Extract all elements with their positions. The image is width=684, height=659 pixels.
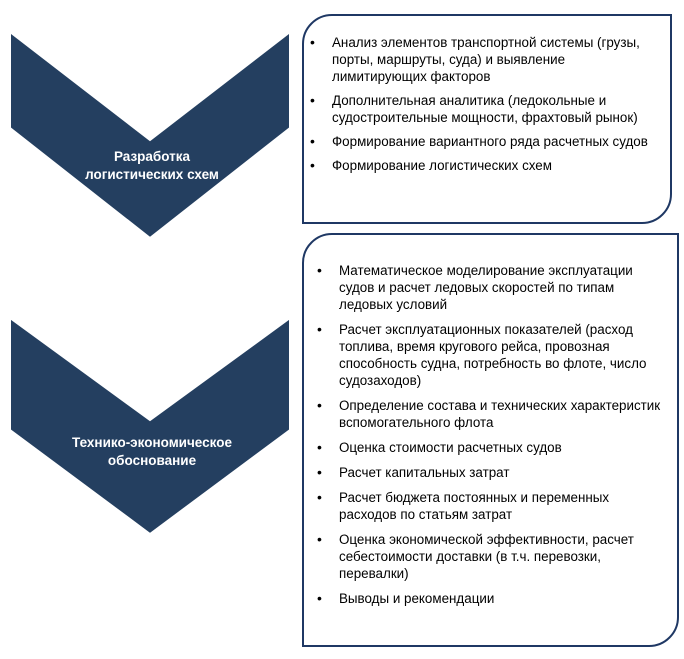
- stage-1-title-line-1: Разработка: [113, 149, 191, 164]
- stage-2-details-list: [304, 262, 665, 607]
- stage-1-title-line-2: логистических схем: [85, 167, 219, 182]
- stage-2-item-4: • Оценка стоимости расчетных судов: [311, 439, 665, 456]
- stage-1-details-list: [304, 34, 658, 174]
- stage-2-title: [20, 434, 284, 470]
- stage-2-item-2: • Расчет эксплуатационных показателей (расход топлива, время кругового рейса, провозная способность судна, потребность во флоте, число судозаходов): [311, 321, 665, 389]
- stage-2-title-line-2: обоснование: [107, 453, 197, 468]
- stage-2-item-3: • Определение состава и технических характеристик вспомогательного флота: [311, 397, 665, 431]
- stage-1-item-4: • Формирование логистических схем: [304, 157, 658, 174]
- stage-1-item-2: • Дополнительная аналитика (ледокольные и судостроительные мощности, фрахтовый рынок): [304, 92, 658, 126]
- stage-2-chevron-shape: [0, 316, 310, 538]
- stage-1-chevron: [0, 30, 310, 242]
- stage-2-item-7: • Оценка экономической эффективности, расчет себестоимости доставки (в т.ч. перевозки, перевалки): [311, 531, 665, 582]
- stage-2-title-line-1: Технико-экономическое: [72, 435, 232, 450]
- stage-1-chevron-shape: [0, 30, 310, 242]
- stage-2-item-1: • Математическое моделирование эксплуатации судов и расчет ледовых скоростей по типам ледовых условий: [311, 262, 665, 313]
- stage-2-details-box: [302, 233, 679, 647]
- stage-1-item-1: • Анализ элементов транспортной системы (грузы, порты, маршруты, суда) и выявление лимитирующих факторов: [304, 34, 658, 85]
- stage-2-chevron: [0, 316, 310, 538]
- stage-2-item-8: • Выводы и рекомендации: [311, 590, 665, 607]
- stage-2-item-5: • Расчет капитальных затрат: [311, 464, 665, 481]
- stage-2-item-6: • Расчет бюджета постоянных и переменных расходов по статьям затрат: [311, 489, 665, 523]
- stage-1-title: [20, 148, 284, 184]
- stage-1-details-box: [302, 14, 672, 224]
- stage-1-item-3: • Формирование вариантного ряда расчетных судов: [304, 133, 658, 150]
